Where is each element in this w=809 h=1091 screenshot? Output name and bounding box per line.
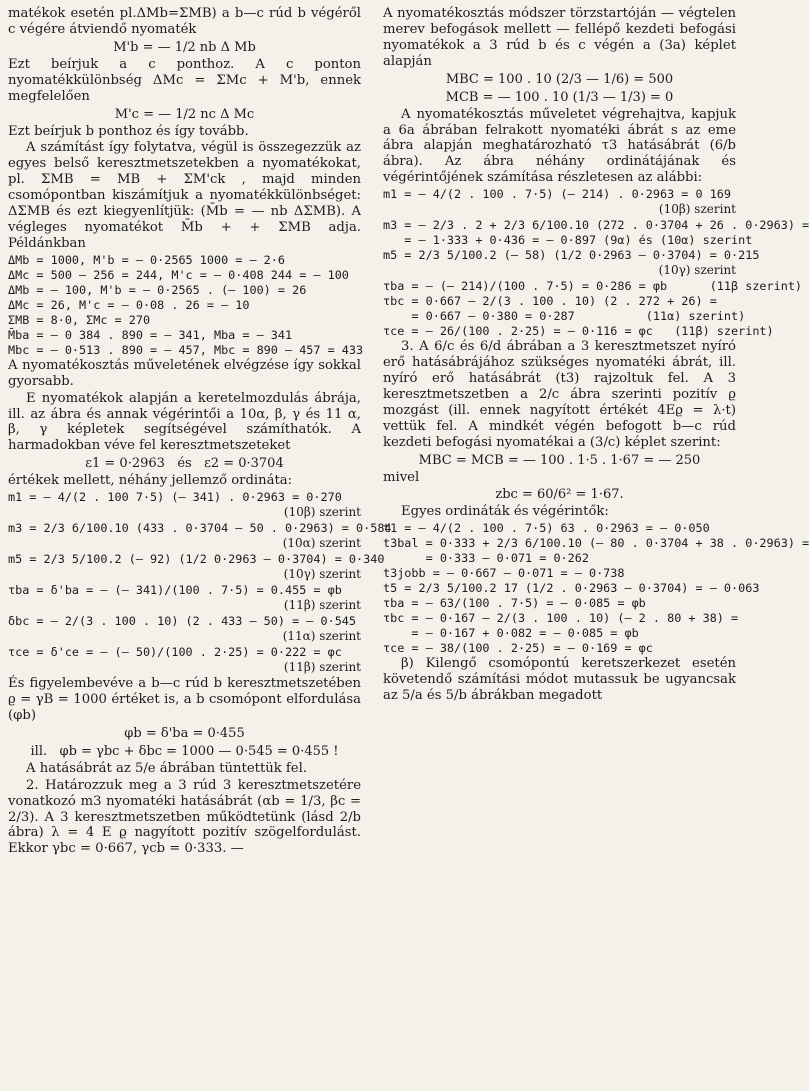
equation-line: = 0·333 — 0·071 = 0·262 [383,551,589,566]
equation-line: ΣMB = 8·0, ΣMc = 270 [8,312,151,327]
equation-line: = — 0·167 + 0·082 = — 0·085 = φb [383,626,639,641]
equation-line: m3 = 2/3 6/100.10 (433 . 0·3704 — 50 . 0·2963) = 0·584 [8,521,392,536]
equation-line: = 0·667 — 0·380 = 0·287 (11α) szerint) [383,309,746,324]
equation-line: τce = — 26/(100 . 2·25) = — 0·116 = φc (11β) szerint) [383,324,774,339]
equation-line: t1 = — 4/(2 . 100 . 7·5) 63 . 0·2963 = — 0·050 [383,521,710,536]
paragraph: 2. Határozzuk meg a 3 rúd 3 keresztmetszetére vonatkozó m3 nyomatéki hatásábrát (αb = 1/3, βc = 2/3). A 3 keresztmetszetben működtetünk (lásd 2/b ábra) λ = 4 E ϱ nagyított pozitív szögelfordulást. Ekkor γbc = 0·667, γcb = 0·333. — [8,777,361,857]
equation-reference: (11β) szerint [283,598,361,613]
display-equation: M'c = — 1/2 nc Δ Mc [114,106,255,122]
display-equation: MCB = — 100 . 10 (1/3 — 1/3) = 0 [445,89,674,105]
equation-line: t5 = 2/3 5/100.2 17 (1/2 . 0·2963 — 0·3704) = — 0·063 [383,581,760,596]
equation-line: τce = δ'ce = — (— 50)/(100 . 2·25) = 0·222 = φc [8,645,342,660]
right-column [383,6,809,1091]
equation-line: τba = — (— 214)/(100 . 7·5) = 0·286 = φb (11β szerint) [383,279,803,294]
display-equation: ill. φb = γbc + δbc = 1000 — 0·545 = 0·455 ! [30,743,339,759]
equation-line: ΔMc = 500 — 256 = 244, M'c = — 0·408 244 = — 100 [8,267,349,282]
paragraph: E nyomatékok alapján a keretelmozdulás ábrája, ill. az ábra és annak végérintői a 10α, β, γ és 11 α, β, γ képletek segítségével számíthatók. A harmadokban véve fel keresztmetszeteket [8,390,361,454]
equation-line: m5 = 2/3 5/100.2 (— 92) (1/2 0·2963 — 0·3704) = 0·340 [8,552,385,567]
paragraph: A nyomatékosztás módszer törzstartóján — végtelen merev befogások mellett — fellépő kezdeti befogási nyomatékok a 3 rúd b és c végén a (3a) képlet alapján [383,6,736,69]
equation-line: ΔMc = 26, M'c = — 0·08 . 26 = — 10 [8,297,250,312]
equation-line: τba = δ'ba = — (— 341)/(100 . 7·5) = 0.455 = φb [8,583,342,598]
paragraph: matékok esetén pl.ΔMb=ΣMB) a b—c rúd b végéről c végére átviendő nyomaték [8,6,361,37]
equation-line: = — 1·333 + 0·436 = — 0·897 (9α) és (10α) szerint [383,233,753,248]
equation-line: τbc = — 0·167 — 2/(3 . 100 . 10) (— 2 . 80 + 38) = [383,611,739,626]
equation-line: ΔMb = 1000, M'b = — 0·2565 1000 = — 2·6 [8,252,285,267]
paragraph: Ezt beírjuk a c ponthoz. A c ponton nyomatékkülönbség ΔMc = ΣMc + M'b, ennek megfelelően [8,56,361,104]
equation-line: δbc = — 2/(3 . 100 . 10) (2 . 433 — 50) = — 0·545 [8,614,357,629]
equation-line: m1 = — 4/(2 . 100 7·5) (— 341) . 0·2963 = 0·270 [8,490,342,505]
display-equation: MBC = MCB = — 100 . 1·5 . 1·67 = — 250 [418,452,701,468]
equation-reference: (10γ) szerint [283,567,361,582]
equation-line: τba = — 63/(100 . 7·5) = — 0·085 = φb [383,596,646,611]
equation-reference: (10β) szerint [658,202,736,217]
display-equation: zbc = 60/6² = 1·67. [495,487,624,503]
equation-line: Mbc = — 0·513 . 890 = — 457, Mbc = 890 — 457 = 433 [8,342,364,357]
paragraph: Ezt beírjuk b ponthoz és így tovább. [8,123,249,139]
display-equation: φb = δ'ba = 0·455 [124,725,245,741]
equation-reference: (10γ) szerint [658,263,736,278]
paragraph: értékek mellett, néhány jellemző ordináta: [8,473,293,489]
paragraph: 3. A 6/c és 6/d ábrában a 3 keresztmetszet nyíró erő hatásábrájához szükséges nyomatéki ábrát, ill. nyíró erő hatásábrát (t3) rajzoltuk fel. A 3 keresztmetszetben a 2/c ábra szerinti pozitív ϱ mozgást (ill. ennek nagyított értékét 4Eϱ = λ·t) vettük fel. A mindkét végén befogott b—c rúd kezdeti befogási nyomatékai a (3/c) képlet szerint: [383,339,736,450]
equation-line: m1 = — 4/(2 . 100 . 7·5) (— 214) . 0·2963 = 0 169 [383,187,732,202]
left-column [8,6,392,1091]
paragraph: Egyes ordináták és végérintők: [401,504,609,520]
equation-line: M̄ba = — 0 384 . 890 = — 341, Mba = — 341 [8,327,293,342]
equation-reference: (10β) szerint [283,505,361,520]
equation-line: ΔMb = — 100, M'b = — 0·2565 . (— 100) = 26 [8,282,307,297]
paragraph: A nyomatékosztás műveletének elvégzése így sokkal gyorsabb. [8,357,361,389]
paragraph: A nyomatékosztás műveletet végrehajtva, kapjuk a 6a ábrában felrakott nyomatéki ábrát s az eme ábra alapján meghatározható τ3 hatásábrát (6/b ábra). Az ábra néhány ordinátájának és végérintőjének számítása részletesen az alábbi: [383,106,736,186]
paragraph: β) Kilengő csomópontú keretszerkezet esetén követendő számítási módot mutassuk be ugyancsak az 5/a és 5/b ábrákban megadott [383,656,736,704]
equation-line: m5 = 2/3 5/100.2 (— 58) (1/2 0·2963 — 0·3704) = 0·215 [383,248,760,263]
paragraph: mivel [383,469,420,485]
paragraph: A számítást így folytatva, végül is összegezzük az egyes belső keresztmetszetekben a nyomatékokat, pl. ΣMB = MB + ΣM'ck , majd minden csomópontban kiszámítjuk a nyomatékkülönbséget: ΔΣMB és ezt kiegyenlítjük: (M̄b = — nb ΔΣMB). A végleges nyomatékot M̄b + + ΣMB adja. Példánkban [8,140,361,251]
equation-line: τce = — 38/(100 . 2·25) = — 0·169 = φc [383,641,653,656]
display-equation: M'b = — 1/2 nb Δ Mb [113,39,256,55]
equation-line: τbc = 0·667 — 2/(3 . 100 . 10) (2 . 272 + 26) = [383,294,717,309]
paragraph: A hatásábrát az 5/e ábrában tüntettük fel. [26,760,308,776]
equation-reference: (11α) szerint [282,629,361,644]
equation-line: t3jobb = — 0·667 — 0·071 = — 0·738 [383,566,625,581]
equation-line: t3bal = 0·333 + 2/3 6/100.10 (— 80 . 0·3704 + 38 . 0·2963) = [383,536,809,551]
display-equation: ε1 = 0·2963 és ε2 = 0·3704 [85,456,284,472]
equation-reference: (11β) szerint [283,660,361,675]
display-equation: MBC = 100 . 10 (2/3 — 1/6) = 500 [445,71,674,87]
paragraph: És figyelembevéve a b—c rúd b keresztmetszetében ϱ = γB = 1000 értéket is, a b csomópont elfordulása (φb) [8,676,361,723]
equation-reference: (10α) szerint [282,536,361,551]
equation-line: m3 = — 2/3 . 2 + 2/3 6/100.10 (272 . 0·3704 + 26 . 0·2963) = [383,218,809,233]
